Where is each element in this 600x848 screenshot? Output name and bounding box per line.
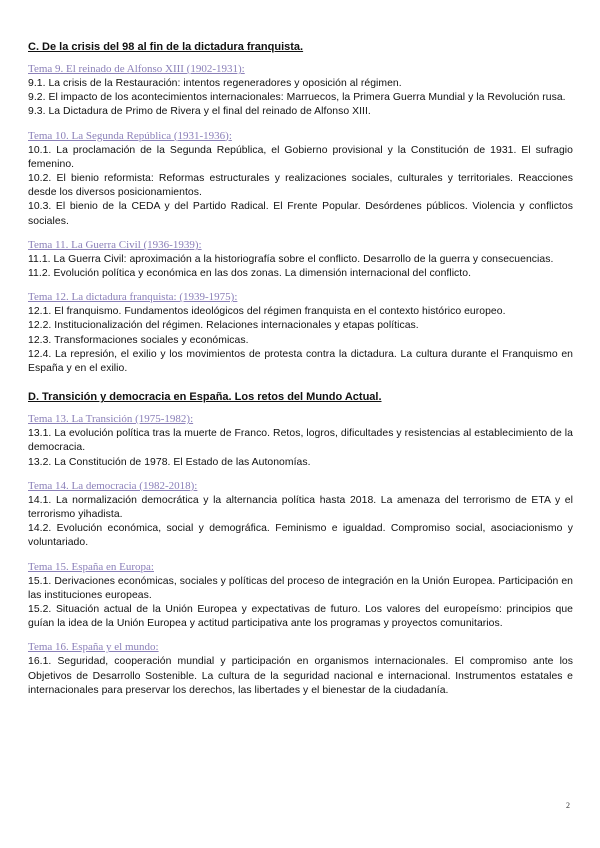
- tema-section: [28, 412, 573, 470]
- part-d-title: D. Transición y democracia en España. Los retos del Mundo Actual.: [28, 391, 382, 404]
- tema-title: Tema 14. La democracia (1982-2018):: [28, 479, 198, 492]
- tema-title: Tema 16. España y el mundo:: [28, 641, 159, 654]
- tema-section: [28, 129, 573, 229]
- tema-item: 14.2. Evolución económica, social y demográfica. Feminismo e igualdad. Compromiso social, asociacionismo y voluntariado.: [28, 523, 573, 549]
- tema-item: 11.2. Evolución política y económica en las dos zonas. La dimensión internacional del conflicto.: [28, 268, 472, 280]
- tema-item: 11.1. La Guerra Civil: aproximación a la historiografía sobre el conflicto. Desarrollo de la guerra y consecuencias.: [28, 253, 554, 265]
- part-d-temas: [28, 412, 573, 698]
- tema-item: 14.1. La normalización democrática y la alternancia política hasta 2018. La amenaza del terrorismo de ETA y el terrorismo yihadista.: [28, 494, 573, 521]
- tema-item: 12.3. Transformaciones sociales y económicas.: [28, 334, 249, 346]
- tema-section: [28, 62, 573, 120]
- tema-item: 9.2. El impacto de los acontecimientos internacionales: Marruecos, la Primera Guerra Mundial y la Revolución rusa.: [28, 92, 566, 104]
- tema-item: 13.1. La evolución política tras la muerte de Franco. Retos, logros, dificultades y resistencias al establecimiento de la democracia.: [28, 428, 573, 454]
- tema-section: [28, 560, 573, 632]
- tema-title: Tema 9. El reinado de Alfonso XIII (1902-1931):: [28, 63, 245, 75]
- tema-title: Tema 11. La Guerra Civil (1936-1939):: [28, 238, 202, 251]
- tema-title: Tema 10. La Segunda República (1931-1936):: [28, 129, 232, 142]
- tema-section: [28, 290, 573, 376]
- tema-item: 15.2. Situación actual de la Unión Europea y expectativas de futuro. Los valores del europeísmo: principios que guían la idea de la Unión Europea y actitud participativa ante los programas y proyectos comunitarios.: [28, 604, 573, 630]
- tema-title: Tema 12. La dictadura franquista: (1939-1975):: [28, 291, 238, 304]
- tema-item: 9.3. La Dictadura de Primo de Rivera y el final del reinado de Alfonso XIII.: [28, 106, 371, 118]
- tema-item: 15.1. Derivaciones económicas, sociales y políticas del proceso de integración en la Unión Europea. Participación en las instituciones europeas.: [28, 575, 573, 601]
- tema-item: 9.1. La crisis de la Restauración: intentos regeneradores y oposición al régimen.: [28, 78, 402, 89]
- tema-item: 10.3. El bienio de la CEDA y del Partido Radical. El Frente Popular. Desórdenes públicos. Violencia y conflictos sociales.: [28, 201, 573, 227]
- page-number: 2: [566, 801, 570, 810]
- document-page: [28, 40, 573, 707]
- tema-section: [28, 640, 573, 698]
- part-c-title: C. De la crisis del 98 al fin de la dictadura franquista.: [28, 41, 304, 53]
- tema-item: 12.2. Institucionalización del régimen. Relaciones internacionales y etapas políticas.: [28, 320, 419, 332]
- tema-item: 12.4. La represión, el exilio y los movimientos de protesta contra la dictadura. La cultura durante el Franquismo en España y en el exilio.: [28, 348, 573, 375]
- tema-section: [28, 479, 573, 551]
- tema-item: 12.1. El franquismo. Fundamentos ideológicos del régimen franquista en el contexto histórico europeo.: [28, 306, 506, 318]
- part-c-temas: [28, 62, 573, 376]
- tema-item: 13.2. La Constitución de 1978. El Estado de las Autonomías.: [28, 456, 311, 468]
- tema-section: [28, 238, 573, 281]
- tema-item: 16.1. Seguridad, cooperación mundial y participación en organismos internacionales. El compromiso ante los Objetivos de Desarrollo Sostenible. La cultura de la seguridad nacional e internacional. Instrumentos estatales e internacionales para preservar los derechos, las libertades y el bienestar de la ciudadanía.: [28, 656, 573, 696]
- tema-title: Tema 13. La Transición (1975-1982):: [28, 413, 194, 426]
- tema-item: 10.1. La proclamación de la Segunda República, el Gobierno provisional y la Constitución de 1931. El sufragio femenino.: [28, 144, 573, 170]
- tema-title: Tema 15. España en Europa:: [28, 560, 154, 573]
- tema-item: 10.2. El bienio reformista: Reformas estructurales y realizaciones sociales, culturales y territoriales. Reacciones desde los diversos posicionamientos.: [28, 173, 573, 199]
